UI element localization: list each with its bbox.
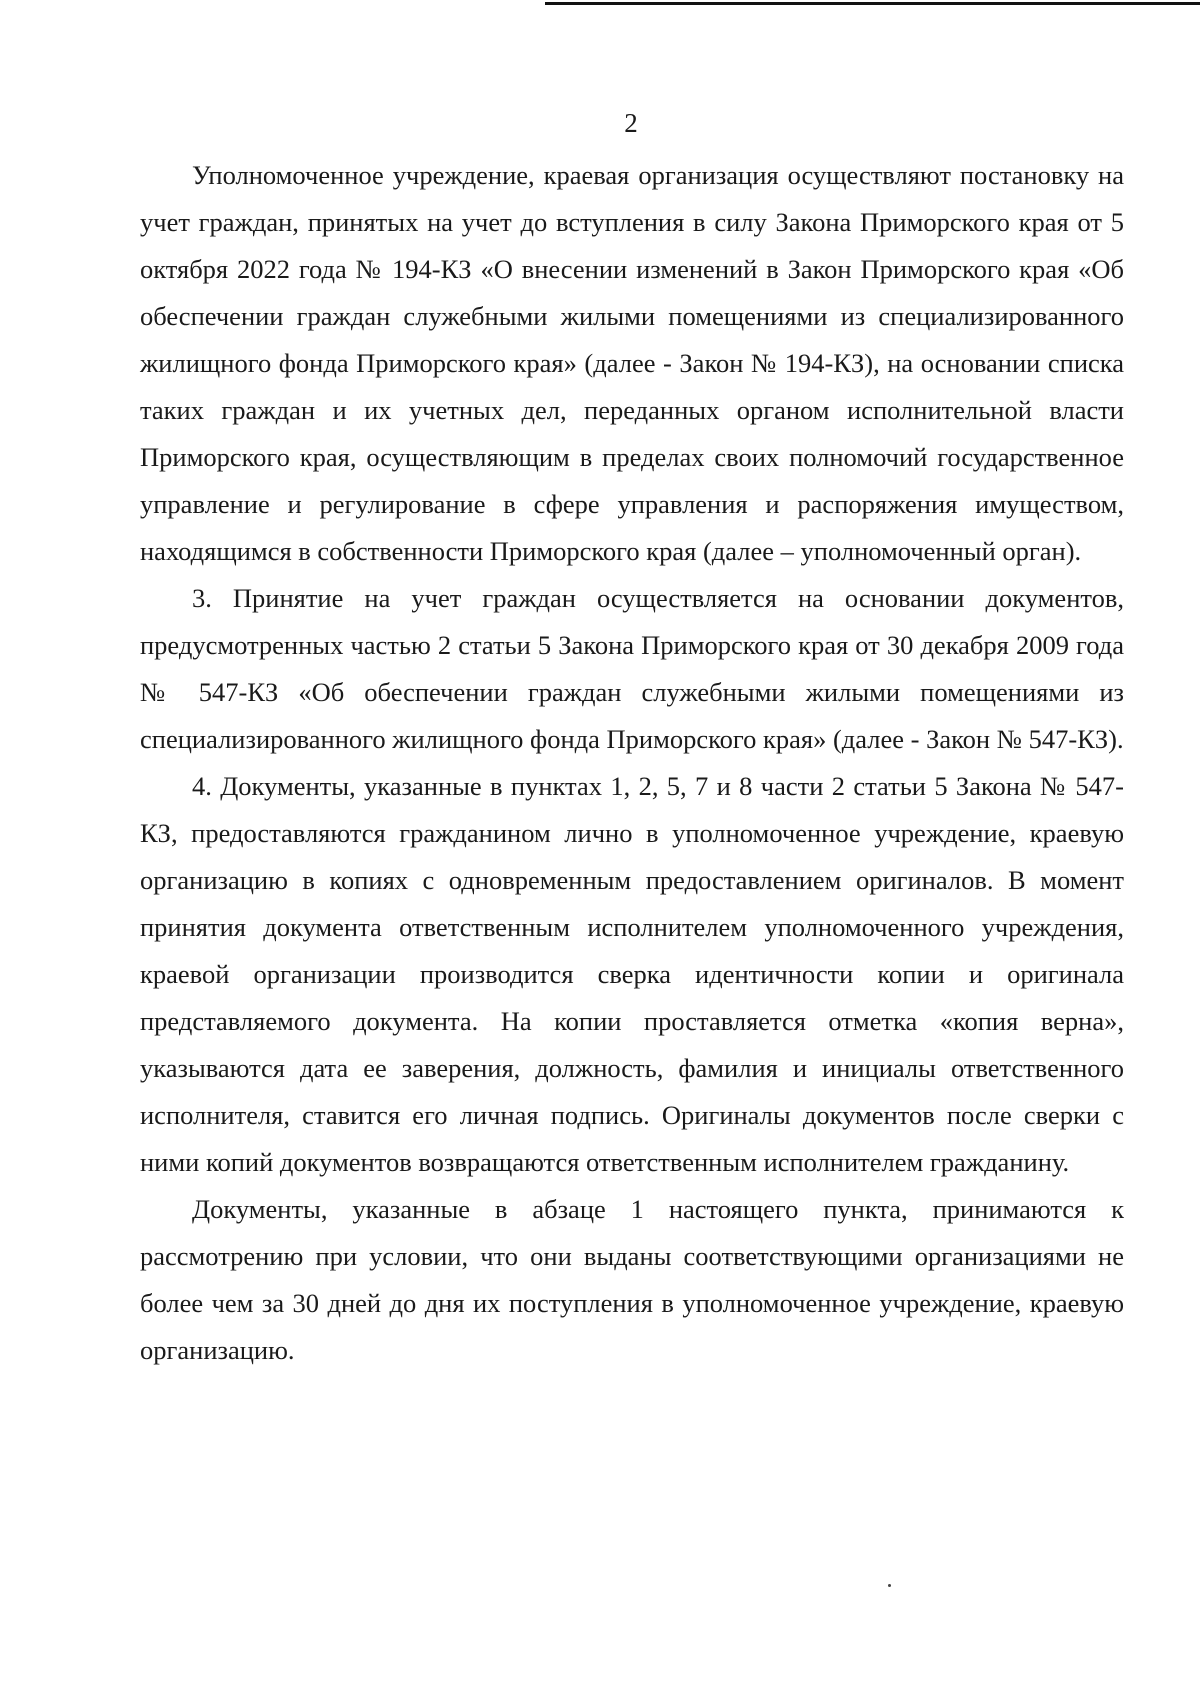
page-number: 2 [624, 108, 638, 138]
paragraph-item-3: 3. Принятие на учет граждан осуществляется на основании документов, предусмотренных частью 2 статьи 5 Закона Приморского края от 30 декабря 2009 года № 547-КЗ «Об обеспечении граждан служебными жилыми помещениями из специализированного жилищного фонда Приморского края» (далее - Закон № 547-КЗ). [140, 583, 1124, 754]
paragraph-registration-transfer: Уполномоченное учреждение, краевая организация осуществляют постановку на учет граждан, принятых на учет до вступления в силу Закона Приморского края от 5 октября 2022 года № 194-КЗ «О внесении изменений в Закон Приморского края «Об обеспечении граждан служебными жилыми помещениями из специализированного жилищного фонда Приморского края» (далее - Закон № 194-КЗ), на основании списка таких граждан и их учетных дел, переданных органом исполнительной власти Приморского края, осуществляющим в пределах своих полномочий государственное управление и регулирование в сфере управления и распоряжения имуществом, находящимся в собственности Приморского края (далее – уполномоченный орган). [140, 160, 1124, 566]
scan-speck [888, 1584, 891, 1587]
paragraph-item-4: 4. Документы, указанные в пунктах 1, 2, 5, 7 и 8 части 2 статьи 5 Закона № 547-КЗ, предоставляются гражданином лично в уполномоченное учреждение, краевую организацию в копиях с одновременным предоставлением оригиналов. В момент принятия документа ответственным исполнителем уполномоченного учреждения, краевой организации производится сверка идентичности копии и оригинала представляемого документа. На копии проставляется отметка «копия верна», указываются дата ее заверения, должность, фамилия и инициалы ответственного исполнителя, ставится его личная подпись. Оригиналы документов после сверки с ними копий документов возвращаются ответственным исполнителем гражданину. [140, 771, 1124, 1177]
scan-edge-line [545, 2, 1200, 5]
document-body [140, 152, 1124, 1374]
paragraph-documents-validity: Документы, указанные в абзаце 1 настоящего пункта, принимаются к рассмотрению при условии, что они выданы соответствующими организациями не более чем за 30 дней до дня их поступления в уполномоченное учреждение, краевую организацию. [140, 1194, 1124, 1365]
